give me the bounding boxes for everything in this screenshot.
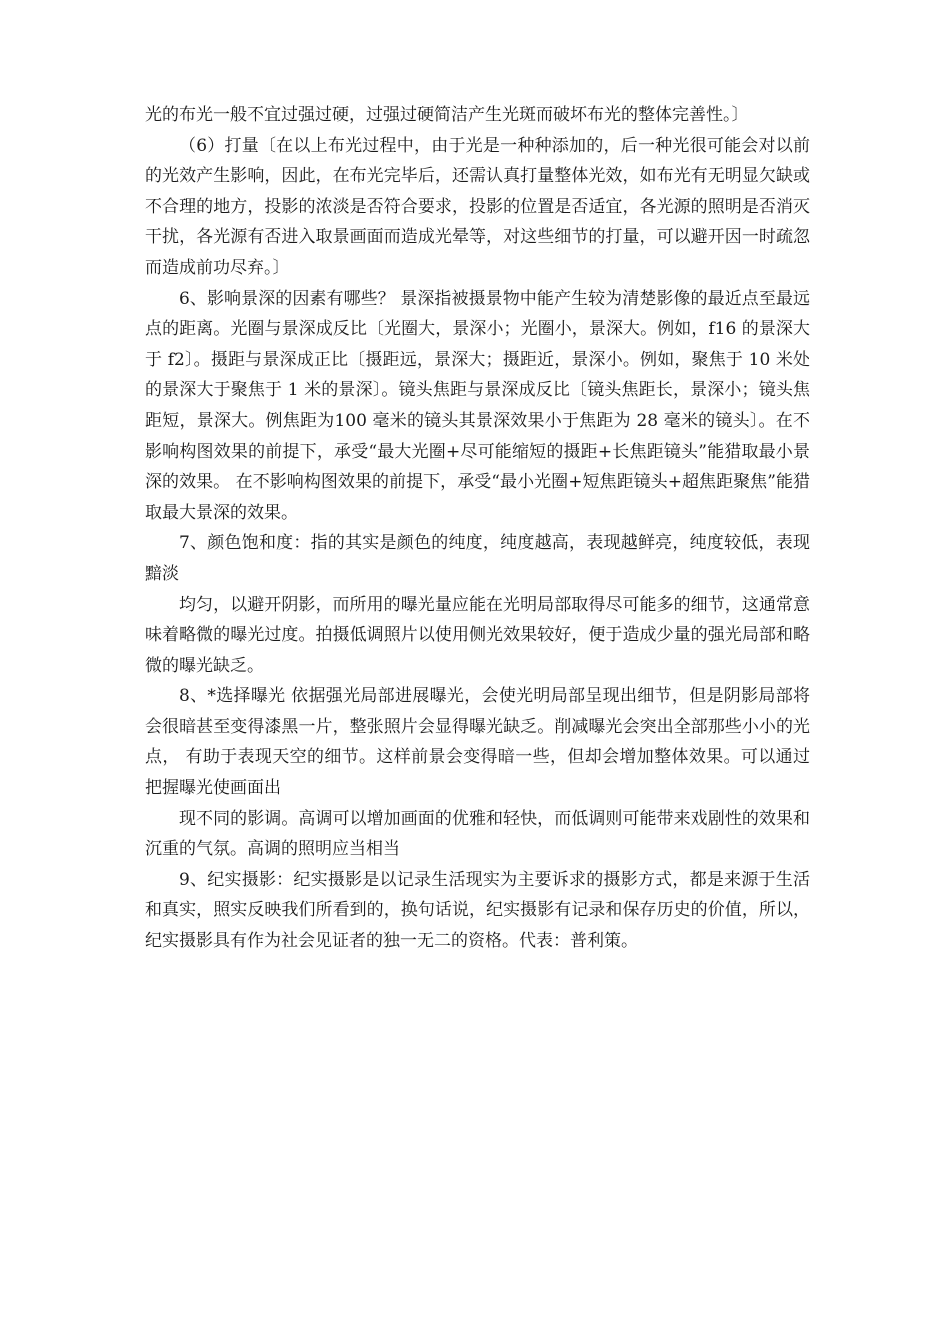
paragraph-saturation: 7、颜色饱和度：指的其实是颜色的纯度，纯度越高，表现越鲜亮，纯度较低，表现黯淡	[145, 533, 810, 584]
paragraph-depth-of-field: 6、影响景深的因素有哪些？ 景深指被摄景物中能产生较为清楚影像的最近点至最远点的距离。光圈与景深成反比〔光圈大，景深小；光圈小，景深大。例如，f16 的景深大于 f2〕。摄距与景深成正比〔摄距远，景深大；摄距近，景深小。例如，聚焦于 10 米处的景深大于聚焦于 1 米的景深〕。镜头焦距与景深成反比〔镜头焦距长，景深小；镜头焦距短，景深大。例焦距为100 毫米的镜头其景深效果小于焦距为 28 毫米的镜头〕。在不影响构图效果的前提下，承受“最大光圈+尽可能缩短的摄距+长焦距镜头”能猎取最小景深的效果。 在不影响构图效果的前提下，承受“最小光圈+短焦距镜头+超焦距聚焦”能猎取最大景深的效果。	[145, 288, 810, 523]
paragraph-tonality: 现不同的影调。高调可以增加画面的优雅和轻快，而低调则可能带来戏剧性的效果和沉重的气氛。高调的照明应当相当	[145, 808, 810, 860]
document-body	[145, 100, 810, 957]
paragraph-selective-exposure: 8、*选择曝光 依据强光局部进展曝光，会使光明局部呈现出细节，但是阴影局部将会很暗甚至变得漆黑一片，整张照片会显得曝光缺乏。削减曝光会突出全部那些小小的光点， 有助于表现天空的细节。这样前景会变得暗一些，但却会增加整体效果。可以通过把握曝光使画面出	[145, 686, 810, 799]
paragraph-lighting-conclusion: 光的布光一般不宜过强过硬，过强过硬简洁产生光斑而破坏布光的整体完善性。〕	[145, 105, 749, 125]
paragraph-inspection: （6）打量〔在以上布光过程中，由于光是一种种添加的，后一种光很可能会对以前的光效产生影响，因此，在布光完毕后，还需认真打量整体光效，如布光有无明显欠缺或不合理的地方，投影的浓淡是否符合要求，投影的位置是否适宜，各光源的照明是否消灭干扰，各光源有否进入取景画面而造成光晕等，对这些细节的打量，可以避开因一时疏忽而造成前功尽弃。〕	[145, 135, 810, 278]
paragraph-documentary: 9、纪实摄影：纪实摄影是以记录生活现实为主要诉求的摄影方式，都是来源于生活和真实，照实反映我们所看到的，换句话说，纪实摄影有记录和保存历史的价值，所以，纪实摄影具有作为社会见证者的独一无二的资格。代表：普利策。	[145, 869, 810, 952]
paragraph-even-lighting: 均匀，以避开阴影，而所用的曝光量应能在光明局部取得尽可能多的细节，这通常意味着略微的曝光过度。拍摄低调照片以使用侧光效果较好，便于造成少量的强光局部和略微的曝光缺乏。	[145, 594, 810, 676]
